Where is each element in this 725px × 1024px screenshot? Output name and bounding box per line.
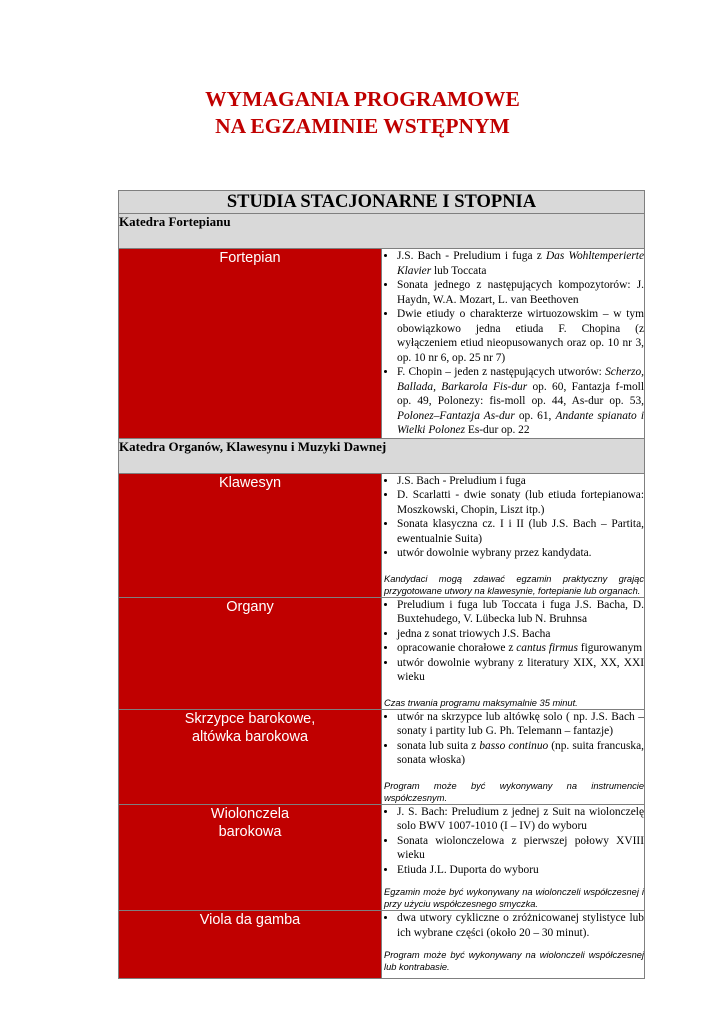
label-klawesyn: Klawesyn (119, 473, 382, 597)
list-item: • dwa utwory cykliczne o zróżnicowanej stylistyce lub ich wybrane części (około 20 – 30 minut). (397, 911, 644, 940)
list-fortepian (382, 249, 644, 438)
label-wiolonczela-line-1: Wiolonczela (210, 805, 290, 822)
list-item: • F. Chopin – jeden z następujących utworów: Scherzo, Ballada, Barkarola Fis-dur op. 60, Fantazja f-moll op. 49, Polonezy: fis-moll op. 44, As-dur op. 53, Polonez–Fantazja As-dur op. 61, Andante spianato i Wielki Polonez Es-dur op. 22 (397, 365, 644, 438)
label-viola: Viola da gamba (119, 911, 382, 979)
table-header-row (119, 191, 645, 214)
note-klawesyn: Kandydaci mogą zdawać egzamin praktyczny grając przygotowane utwory na klawesynie, fortepianie lub organach. (384, 573, 644, 596)
row-fortepian (119, 249, 645, 439)
row-klawesyn (119, 473, 645, 597)
list-item: • sonata lub suita z basso continuo (np. suita francuska, sonata włoska) (397, 739, 644, 768)
list-wiolonczela (382, 805, 644, 878)
content-fortepian (382, 249, 645, 439)
label-fortepian: Fortepian (119, 249, 382, 439)
title-line-2: NA EGZAMINIE WSTĘPNYM (215, 114, 510, 138)
label-skrzypce-line-2: altówka barokowa (191, 728, 309, 745)
dept-organy: Katedra Organów, Klawesynu i Muzyki Dawnej (119, 438, 645, 473)
program-table (118, 190, 645, 979)
list-organy (382, 598, 644, 685)
list-item: • D. Scarlatti - dwie sonaty (lub etiuda fortepianowa: Moszkowski, Chopin, Liszt itp.) (397, 488, 644, 517)
content-skrzypce (382, 709, 645, 804)
list-item: • Sonata wiolonczelowa z pierwszej połowy XVIII wieku (397, 834, 644, 863)
list-item: • jedna z sonat triowych J.S. Bacha (397, 627, 644, 642)
dept-row-organy (119, 438, 645, 473)
row-skrzypce (119, 709, 645, 804)
row-viola (119, 911, 645, 979)
note-wiolonczela: Egzamin może być wykonywany na wiolonczeli współczesnej i przy użyciu współczesnego smyczka. (384, 887, 644, 909)
list-klawesyn (382, 474, 644, 561)
label-skrzypce (119, 709, 382, 804)
label-organy: Organy (119, 597, 382, 709)
dept-fortepian: Katedra Fortepianu (119, 214, 645, 249)
list-skrzypce (382, 710, 644, 768)
row-organy (119, 597, 645, 709)
note-skrzypce: Program może być wykonywany na instrumencie współczesnym. (384, 780, 644, 803)
list-item: • utwór na skrzypce lub altówkę solo ( np. J.S. Bach – sonaty i partity lub G. Ph. Telemann – fantazje) (397, 710, 644, 739)
dept-row-fortepian (119, 214, 645, 249)
list-viola (382, 911, 644, 940)
list-item: • Sonata klasyczna cz. I i II (lub J.S. Bach – Partita, ewentualnie Suita) (397, 517, 644, 546)
list-item: • Dwie etiudy o charakterze wirtuozowskim – w tym obowiązkowo jedna etiuda F. Chopina (z wyłączeniem etiud nieopusowanych oraz op. 10 nr 3, op. 10 nr 6, op. 25 nr 7) (397, 307, 644, 365)
content-klawesyn (382, 473, 645, 597)
label-wiolonczela-line-2: barokowa (218, 823, 282, 840)
label-wiolonczela (119, 804, 382, 911)
list-item: • J.S. Bach - Preludium i fuga (397, 474, 644, 489)
content-organy (382, 597, 645, 709)
content-viola (382, 911, 645, 979)
list-item: • utwór dowolnie wybrany z literatury XIX, XX, XXI wieku (397, 656, 644, 685)
list-item: • J. S. Bach: Preludium z jednej z Suit na wiolonczelę solo BWV 1007-1010 (I – IV) do wyboru (397, 805, 644, 834)
list-item: • J.S. Bach - Preludium i fuga z Das Wohltemperierte Klavier lub Toccata (397, 249, 644, 278)
row-wiolonczela (119, 804, 645, 911)
title-line-1: WYMAGANIA PROGRAMOWE (205, 87, 520, 111)
label-skrzypce-line-1: Skrzypce barokowe, (184, 710, 316, 727)
document-title (0, 86, 725, 140)
note-organy: Czas trwania programu maksymalnie 35 minut. (384, 697, 578, 708)
list-item: • Preludium i fuga lub Toccata i fuga J.S. Bacha, D. Buxtehudego, V. Lübecka lub N. Bruhnsa (397, 598, 644, 627)
list-item: • opracowanie chorałowe z cantus firmus figurowanym (397, 641, 644, 656)
note-viola: Program może być wykonywany na wiolonczeli współczesnej lub kontrabasie. (384, 950, 644, 972)
content-wiolonczela (382, 804, 645, 911)
list-item: • utwór dowolnie wybrany przez kandydata. (397, 546, 644, 561)
list-item: • Sonata jednego z następujących kompozytorów: J. Haydn, W.A. Mozart, L. van Beethoven (397, 278, 644, 307)
list-item: • Etiuda J.L. Duporta do wyboru (397, 863, 644, 878)
table-header: STUDIA STACJONARNE I STOPNIA (119, 191, 645, 214)
